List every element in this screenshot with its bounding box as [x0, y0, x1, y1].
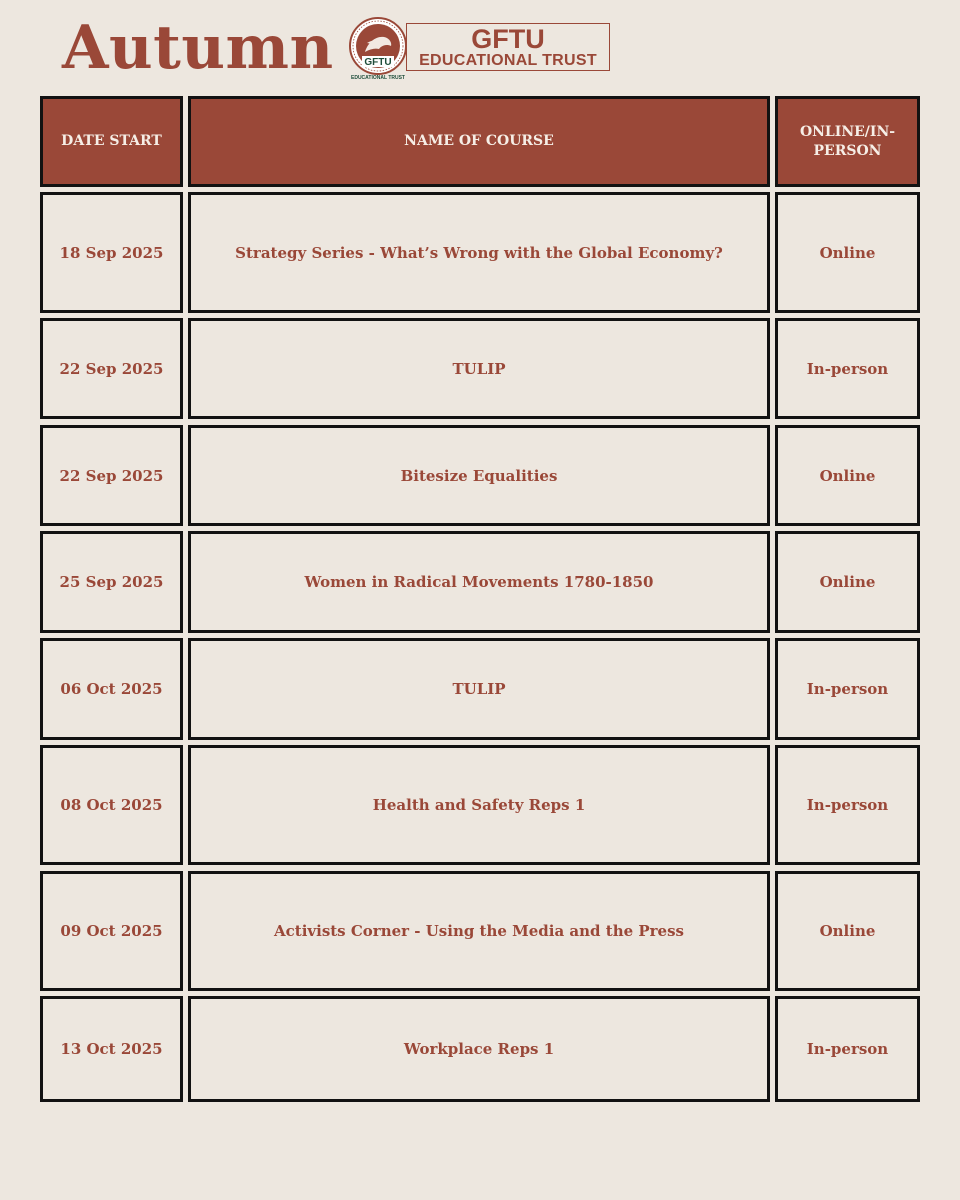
- row-3-date: 22 Sep 2025: [40, 425, 183, 526]
- row-8-course: Workplace Reps 1: [188, 996, 770, 1102]
- header-date-start: DATE START: [40, 96, 183, 187]
- row-4-date: 25 Sep 2025: [40, 531, 183, 633]
- row-4-course: Women in Radical Movements 1780-1850: [188, 531, 770, 633]
- row-3-mode: Online: [775, 425, 920, 526]
- row-6-course: Health and Safety Reps 1: [188, 745, 770, 865]
- header-online-in-person: ONLINE/IN-PERSON: [775, 96, 920, 187]
- row-1-mode: Online: [775, 192, 920, 313]
- gftu-wordmark: [406, 23, 610, 71]
- svg-text:GFTU: GFTU: [364, 57, 392, 68]
- header-course-name: NAME OF COURSE: [188, 96, 770, 187]
- gftu-logo: [348, 16, 612, 82]
- row-6-date: 08 Oct 2025: [40, 745, 183, 865]
- row-2-course: TULIP: [188, 318, 770, 419]
- svg-text:EDUCATIONAL TRUST: EDUCATIONAL TRUST: [351, 75, 405, 81]
- row-5-date: 06 Oct 2025: [40, 638, 183, 740]
- row-7-mode: Online: [775, 871, 920, 991]
- row-1-date: 18 Sep 2025: [40, 192, 183, 313]
- row-5-course: TULIP: [188, 638, 770, 740]
- page-title: Autumn: [62, 13, 334, 83]
- row-7-date: 09 Oct 2025: [40, 871, 183, 991]
- row-7-course: Activists Corner - Using the Media and the Press: [188, 871, 770, 991]
- gftu-seal-icon: [348, 16, 408, 82]
- row-4-mode: Online: [775, 531, 920, 633]
- row-5-mode: In-person: [775, 638, 920, 740]
- row-1-course: Strategy Series - What’s Wrong with the Global Economy?: [188, 192, 770, 313]
- row-6-mode: In-person: [775, 745, 920, 865]
- logo-name: GFTU: [471, 24, 545, 54]
- row-2-date: 22 Sep 2025: [40, 318, 183, 419]
- row-8-mode: In-person: [775, 996, 920, 1102]
- row-3-course: Bitesize Equalities: [188, 425, 770, 526]
- logo-subtitle: EDUCATIONAL TRUST: [419, 52, 597, 69]
- row-2-mode: In-person: [775, 318, 920, 419]
- row-8-date: 13 Oct 2025: [40, 996, 183, 1102]
